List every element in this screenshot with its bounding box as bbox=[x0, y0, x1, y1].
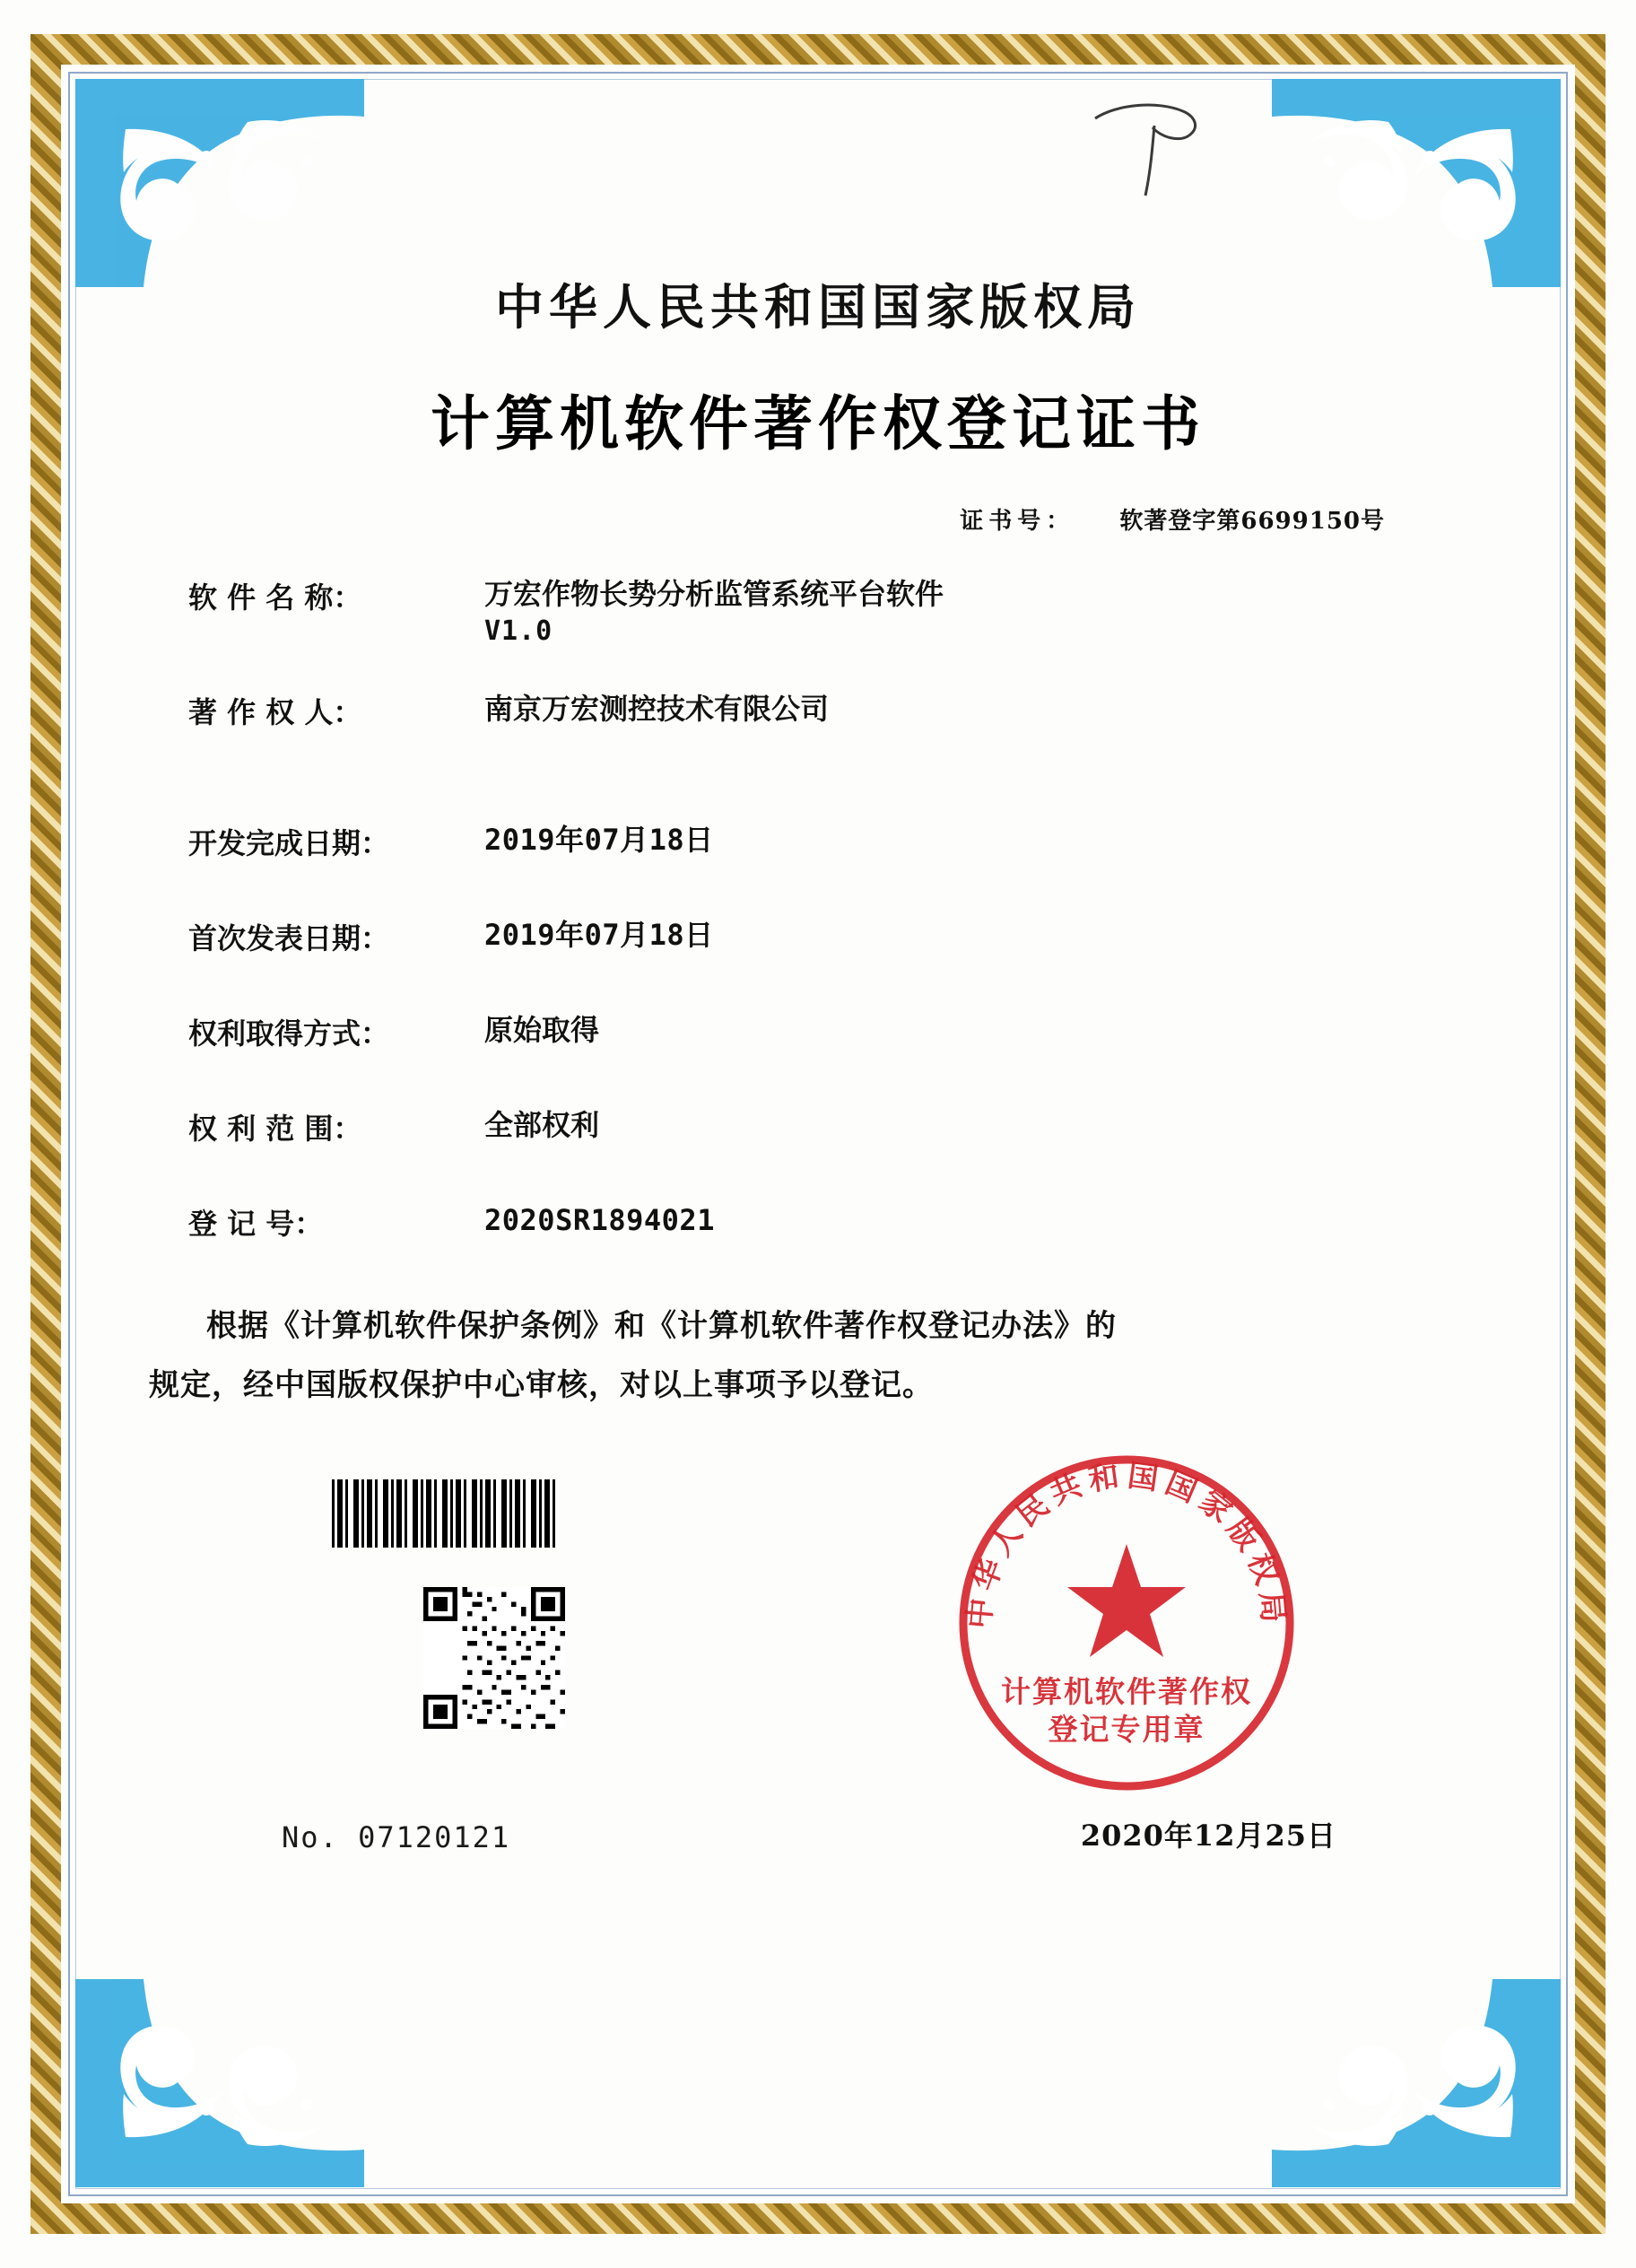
field-label: 软 件 名 称： bbox=[188, 580, 362, 615]
page-title-main: 计算机软件著作权登记证书 bbox=[431, 388, 1205, 458]
field-value: 原始取得 bbox=[484, 1012, 600, 1047]
page-title-issuer: 中华人民共和国国家版权局 bbox=[495, 278, 1141, 336]
seal-arc-text: 中华人民共和国国家版权局 bbox=[961, 1458, 1292, 1631]
issue-date: 2020年12月25日 bbox=[1080, 1819, 1336, 1854]
serial-value: 07120121 bbox=[358, 1820, 511, 1855]
spacer bbox=[188, 1171, 1537, 1201]
certificate-content bbox=[99, 108, 1537, 2162]
certificate-number-label: 证书号： bbox=[960, 508, 1075, 535]
seal-line-2: 登记专用章 bbox=[1048, 1712, 1205, 1748]
qr-code bbox=[423, 1587, 565, 1729]
field-label: 登 记 号： bbox=[188, 1206, 324, 1241]
legal-statement-line-2: 规定，经中国版权保护中心审核，对以上事项予以登记。 bbox=[149, 1366, 934, 1403]
field-value: 全部权利 bbox=[484, 1107, 600, 1142]
field-value: 2019年07月18日 bbox=[484, 917, 714, 952]
spacer bbox=[188, 981, 1537, 1011]
field-rights-scope bbox=[188, 1106, 1537, 1147]
field-list bbox=[99, 575, 1537, 1243]
field-label: 著 作 权 人： bbox=[188, 694, 362, 729]
field-value: 2020SR1894021 bbox=[484, 1202, 715, 1237]
field-value: 南京万宏测控技术有限公司 bbox=[484, 691, 830, 726]
serial-number bbox=[282, 1820, 510, 1854]
field-value-primary: 万宏作物长势分析监管系统平台软件 bbox=[484, 577, 944, 611]
field-copyright-owner bbox=[188, 690, 1537, 731]
official-seal bbox=[947, 1444, 1306, 1802]
field-software-name bbox=[188, 575, 1537, 650]
certificate-number-value: 软著登字第6699150号 bbox=[1119, 508, 1385, 535]
spacer bbox=[188, 755, 1537, 821]
field-first-publication-date bbox=[188, 916, 1537, 957]
field-rights-acquisition-method bbox=[188, 1011, 1537, 1052]
certificate-footer-area bbox=[99, 1458, 1537, 1855]
barcode bbox=[332, 1479, 558, 1548]
serial-label: No. bbox=[282, 1820, 339, 1855]
certificate-number-row bbox=[99, 502, 1537, 536]
field-registration-number bbox=[188, 1201, 1537, 1243]
legal-statement bbox=[99, 1296, 1537, 1416]
field-label: 首次发表日期： bbox=[188, 920, 390, 955]
field-value-version: V1.0 bbox=[484, 615, 553, 648]
spacer bbox=[188, 885, 1537, 916]
seal-line-1: 计算机软件著作权 bbox=[1001, 1674, 1252, 1710]
field-value: 2019年07月18日 bbox=[484, 822, 714, 857]
handwritten-mark-icon bbox=[1090, 102, 1215, 210]
spacer bbox=[188, 1076, 1537, 1106]
legal-statement-line-1: 根据《计算机软件保护条例》和《计算机软件著作权登记办法》的 bbox=[206, 1307, 1117, 1344]
field-label: 权 利 范 围： bbox=[188, 1111, 362, 1146]
field-value bbox=[484, 575, 944, 650]
field-label: 开发完成日期： bbox=[188, 825, 390, 860]
field-development-completion-date bbox=[188, 821, 1537, 862]
footer-row bbox=[99, 1801, 1537, 1854]
field-label: 权利取得方式： bbox=[188, 1016, 390, 1051]
